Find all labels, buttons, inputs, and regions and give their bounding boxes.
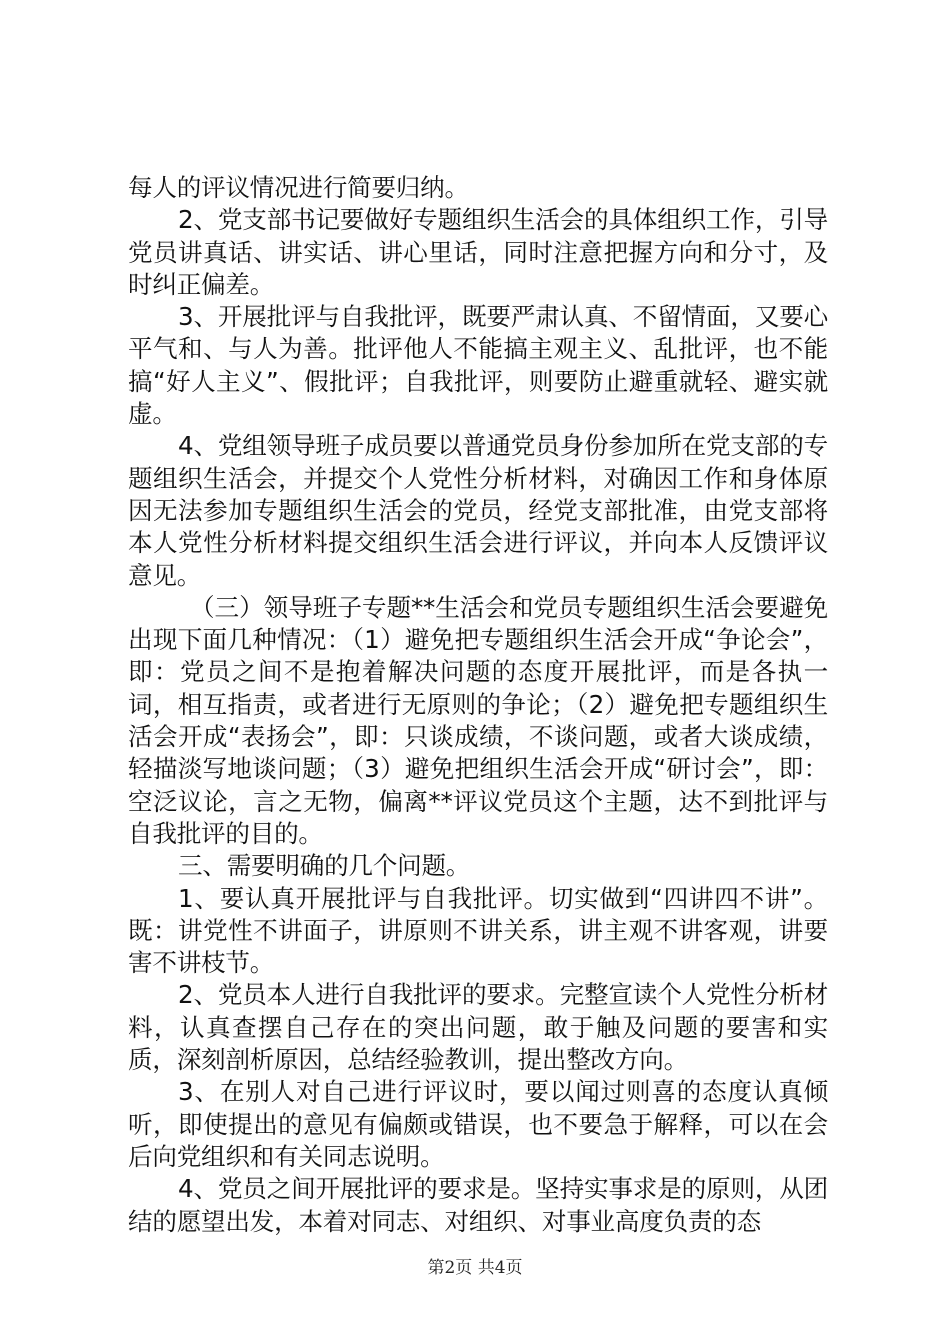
paragraph-continuation: 每人的评议情况进行简要归纳。 (128, 173, 469, 202)
paragraph-item-4: 4、党组领导班子成员要以普通党员身份参加所在党支部的专题组织生活会，并提交个人党性分析材料，对确因工作和身体原因无法参加专题组织生活会的党员，经党支部批准，由党支部将本人党性分析材料提交组织生活会进行评议，并向本人反馈评议意见。 (128, 431, 828, 590)
paragraph-issue-4: 4、党员之间开展批评的要求是。坚持实事求是的原则，从团结的愿望出发，本着对同志、对组织、对事业高度负责的态 (128, 1174, 828, 1236)
paragraph-issue-3: 3、在别人对自己进行评议时，要以闻过则喜的态度认真倾听，即使提出的意见有偏颇或错误，也不要急于解释，可以在会后向党组织和有关同志说明。 (128, 1077, 828, 1171)
paragraph-issue-1: 1、要认真开展批评与自我批评。切实做到“四讲四不讲”。既：讲党性不讲面子，讲原则不讲关系，讲主观不讲客观，讲要害不讲枝节。 (128, 883, 828, 978)
document-body (128, 172, 828, 1238)
page-number-label: 第2页 共4页 (427, 1258, 523, 1278)
paragraph-section-3-avoid: （三）领导班子专题**生活会和党员专题组织生活会要避免出现下面几种情况：（1）避免把专题组织生活会开成“争论会”，即：党员之间不是抱着解决问题的态度开展批评，而是各执一词，相互指责，或者进行无原则的争论；（2）避免把专题组织生活会开成“表扬会”，即：只谈成绩，不谈问题，或者大谈成绩，轻描淡写地谈问题；（3）避免把组织生活会开成“研讨会”，即：空泛议论，言之无物，偏离**评议党员这个主题，达不到批评与自我批评的目的。 (128, 592, 828, 848)
paragraph-item-3: 3、开展批评与自我批评，既要严肃认真、不留情面，又要心平气和、与人为善。批评他人不能搞主观主义、乱批评，也不能搞“好人主义”、假批评；自我批评，则要防止避重就轻、避实就虚。 (128, 302, 828, 429)
page-footer (0, 1253, 950, 1278)
paragraph-issue-2: 2、党员本人进行自我批评的要求。完整宣读个人党性分析材料，认真查摆自己存在的突出问题，敢于触及问题的要害和实质，深刻剖析原因，总结经验教训，提出整改方向。 (128, 980, 828, 1075)
paragraph-item-2: 2、党支部书记要做好专题组织生活会的具体组织工作，引导党员讲真话、讲实话、讲心里话，同时注意把握方向和分寸，及时纠正偏差。 (128, 205, 828, 299)
section-heading-issues: 三、需要明确的几个问题。 (178, 851, 471, 881)
